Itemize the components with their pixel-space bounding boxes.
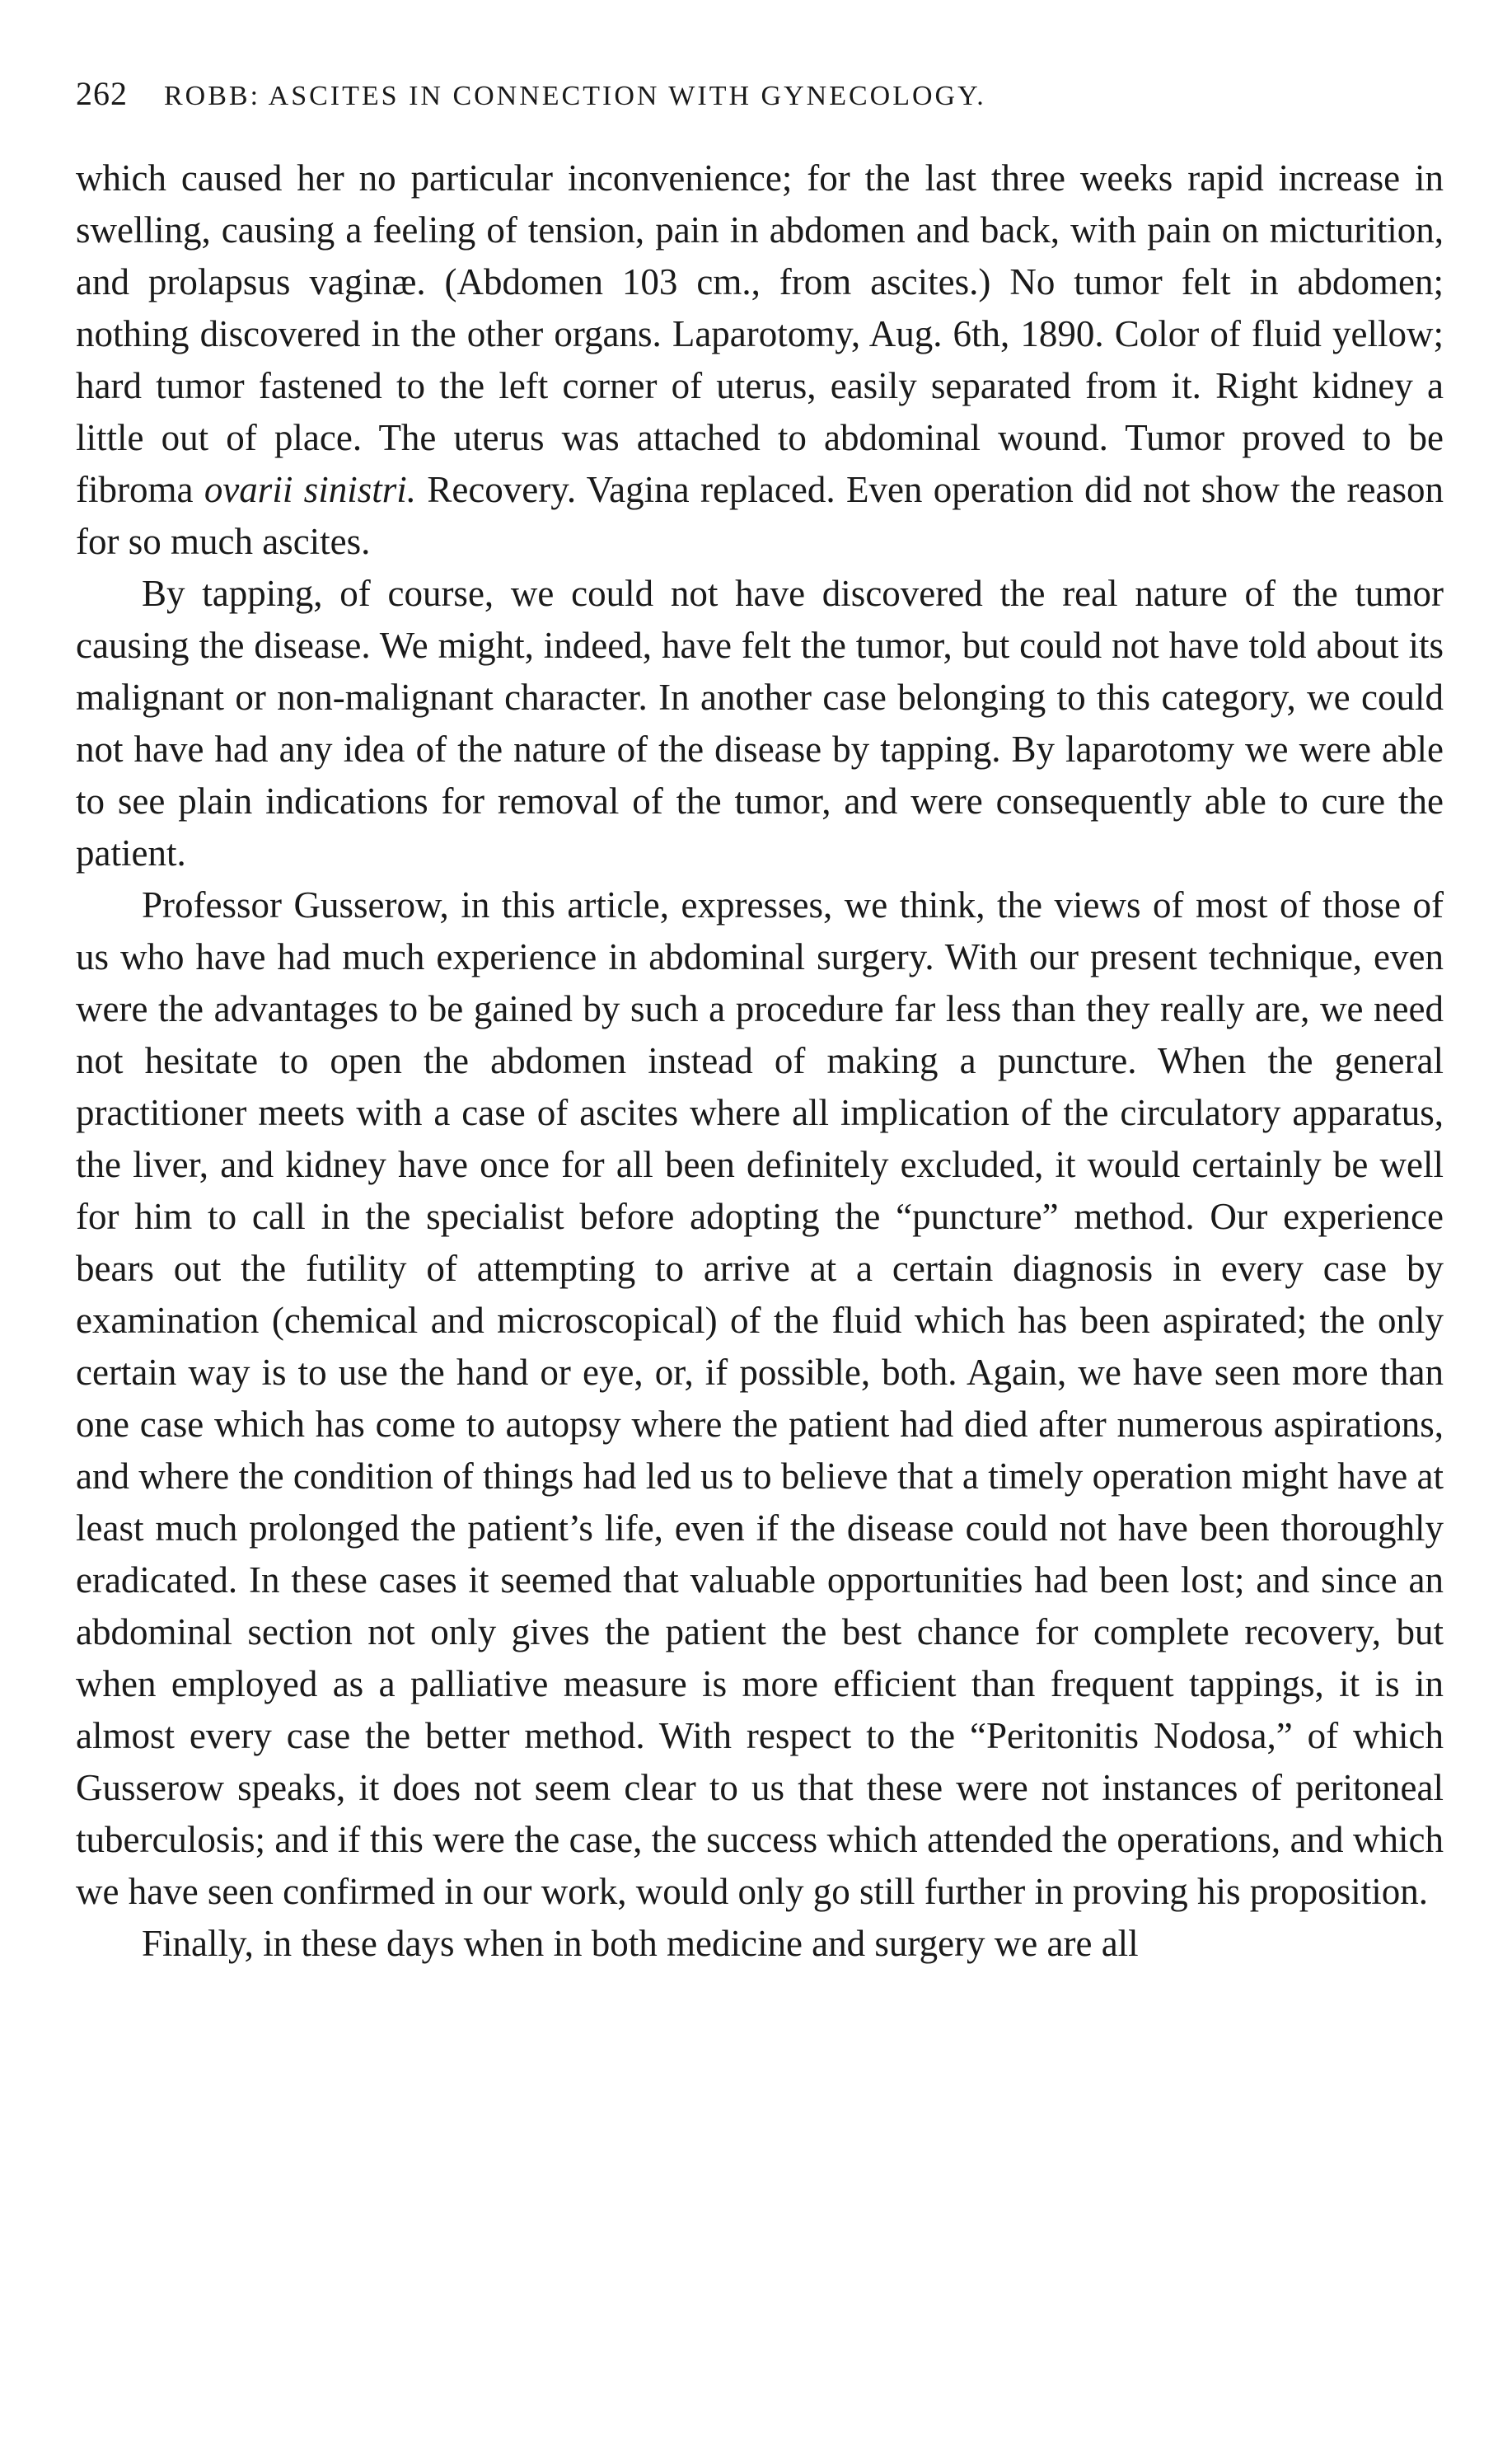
paragraph-2 [76, 568, 1444, 879]
text-segment: Finally, in these days when in both medicine and surgery we are all [142, 1923, 1139, 1964]
running-header [76, 73, 1444, 118]
document-page [76, 73, 1444, 1970]
paragraph-1 [76, 152, 1444, 568]
text-segment: which caused her no particular inconvenience; for the last three weeks rapid increase in swelling, causing a feeling of tension, pain in abdomen and back, with pain on micturition, and prolapsus vaginæ. (Abdomen 103 cm., from ascites.) No tumor felt in abdomen; nothing discovered in the other organs. Laparotomy, Aug. 6th, 1890. Color of fluid yellow; hard tumor fastened to the left corner of uterus, easily separated from it. Right kidney a little out of place. The uterus was attached to abdominal wound. Tumor proved to be fibroma [76, 157, 1444, 510]
page-number: 262 [76, 75, 128, 112]
text-segment: By tapping, of course, we could not have discovered the real nature of the tumor causing the disease. We might, indeed, have felt the tumor, but could not have told about its malignant or non-malignant character. In another case belonging to this category, we could not have had any idea of the nature of the disease by tapping. By laparotomy we were able to see plain indications for removal of the tumor, and were consequently able to cure the patient. [76, 573, 1444, 874]
paragraph-3 [76, 879, 1444, 1918]
text-segment: Professor Gusserow, in this article, expresses, we think, the views of most of those of us who have had much experience in abdominal surgery. With our present technique, even were the advantages to be gained by such a procedure far less than they really are, we need not hesitate to open the abdomen instead of making a puncture. When the general practitioner meets with a case of ascites where all implication of the circulatory apparatus, the liver, and kidney have once for all been definitely excluded, it would certainly be well for him to call in the specialist before adopting the “puncture” method. Our experience bears out the futility of attempting to arrive at a certain diagnosis in every case by examination (chemical and microscopical) of the fluid which has been aspirated; the only certain way is to use the hand or eye, or, if possible, both. Again, we have seen more than one case which has come to autopsy where the patient had died after numerous aspirations, and where the condition of things had led us to believe that a timely operation might have at least much prolonged the patient’s life, even if the disease could not have been thoroughly eradicated. In these cases it seemed that valuable opportunities had been lost; and since an abdominal section not only gives the patient the best chance for complete recovery, but when employed as a palliative measure is more efficient than frequent tappings, it is in almost every case the better method. With respect to the “Peritonitis Nodosa,” of which Gusserow speaks, it does not seem clear to us that these were not instances of peritoneal tuberculosis; and if this were the case, the success which attended the operations, and which we have seen confirmed in our work, would only go still further in proving his proposition. [76, 884, 1444, 1912]
paragraph-4 [76, 1918, 1444, 1970]
italic-text-segment: ovarii sinistri. [204, 469, 416, 510]
text-segment: Recovery. Vagina replaced. Even operation did not show the reason for so much ascites. [76, 469, 1444, 562]
body-text [76, 152, 1444, 1970]
running-title: ROBB: ASCITES IN CONNECTION WITH GYNECOLOGY. [164, 81, 986, 111]
